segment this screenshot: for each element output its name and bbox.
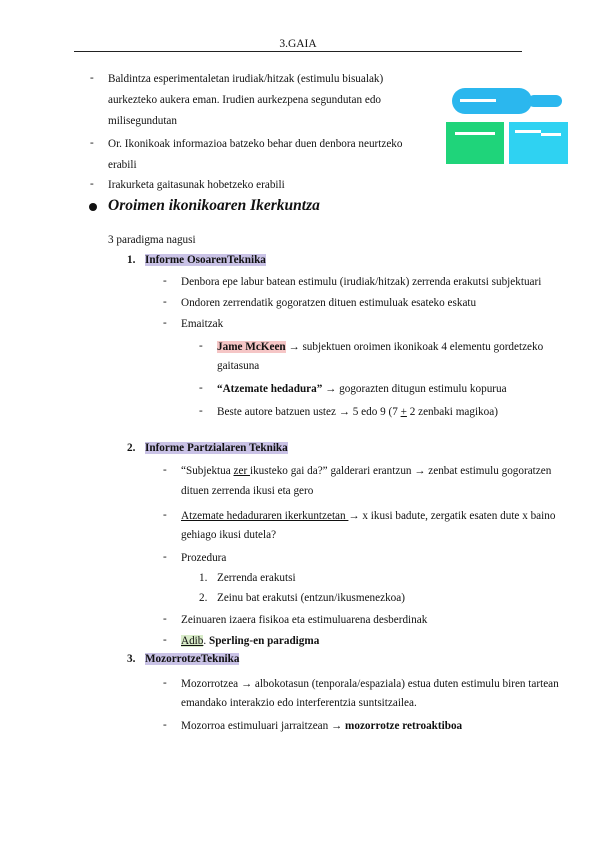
list-dash: - xyxy=(90,178,94,190)
list-dash: - xyxy=(163,509,167,521)
list-dash: - xyxy=(163,634,167,646)
author-name: Jame McKeen xyxy=(217,341,286,353)
result-mckeen xyxy=(217,339,543,355)
result-text: 2 zenbaki magikoa) xyxy=(406,406,498,418)
page-header xyxy=(74,38,522,52)
term-bold: mozorrotze retroaktiboa xyxy=(345,720,463,732)
result-text: Beste autore batzuen ustez → 5 edo 9 (7 xyxy=(217,406,401,418)
paradigm-2-atzemate-cont: gehiago ikusi dutela? xyxy=(181,529,277,541)
blue-paddle-handle xyxy=(528,95,562,107)
paradigm-2-question-cont: dituen zerrenda ikusi eta gero xyxy=(181,485,314,497)
list-dash: - xyxy=(90,137,94,149)
procedure-step: Zeinu bat erakutsi (entzun/ikusmenezkoa) xyxy=(217,592,405,604)
zeinu-line: Zeinuaren izaera fisikoa eta estimuluarena desberdinak xyxy=(181,614,428,626)
plus-minus: + xyxy=(400,406,407,418)
list-dash: - xyxy=(163,613,167,625)
mozorroa-line xyxy=(181,718,462,734)
result-mckeen-cont: gaitasuna xyxy=(217,360,260,372)
result-beste xyxy=(217,404,498,420)
term-bold: Sperling-en paradigma xyxy=(208,635,320,647)
result-text: → subjektuen oroimen ikonikoak 4 elementu gordetzeko xyxy=(285,341,544,353)
paradigm-1-item: Emaitzak xyxy=(181,318,224,330)
text: ikusteko gai da?” galderari erantzun → zenbat estimulu gogoratzen xyxy=(249,465,552,477)
text-underlined: zer xyxy=(233,465,250,477)
intro-bullet-2-line: Or. Ikonikoak informazioa batzeko behar duen denbora neurtzeko xyxy=(108,138,403,150)
section-subtitle: 3 paradigma nagusi xyxy=(108,234,196,246)
paradigm-title xyxy=(145,651,239,667)
example-line xyxy=(181,633,319,649)
list-dash: - xyxy=(199,340,203,352)
paradigm-2-question xyxy=(181,463,551,479)
paradigm-number: 1. xyxy=(127,254,136,266)
paradigm-2-atzemate xyxy=(181,508,555,524)
page-title: 3.GAIA xyxy=(279,38,317,50)
example-label: Adib xyxy=(181,635,204,647)
cyan-card-bar-step xyxy=(541,133,561,136)
procedure-step-number: 2. xyxy=(199,592,208,604)
list-dash: - xyxy=(163,719,167,731)
paradigm-number: 2. xyxy=(127,442,136,454)
paradigm-title-text: Informe OsoarenTeknika xyxy=(145,254,266,266)
paddle-white-bar xyxy=(460,99,496,102)
green-card-shape xyxy=(446,122,504,164)
mozorrotze-line-cont: emandako interakzio edo interferentzia suntsitzailea. xyxy=(181,697,417,709)
list-dash: - xyxy=(163,551,167,563)
procedure-step: Zerrenda erakutsi xyxy=(217,572,296,584)
text: “Subjektua xyxy=(181,465,234,477)
paradigm-title-text: MozorrotzeTeknika xyxy=(145,653,240,665)
paradigm-number: 3. xyxy=(127,653,136,665)
list-dash: - xyxy=(163,464,167,476)
green-card-bar xyxy=(455,132,495,135)
list-dash: - xyxy=(163,296,167,308)
list-dash: - xyxy=(163,275,167,287)
text: → x ikusi badute, zergatik esaten dute x baino xyxy=(348,510,556,522)
intro-bullet-1-line: Baldintza esperimentaletan irudiak/hitzak (estimulu bisualak) xyxy=(108,73,384,85)
list-dash: - xyxy=(163,677,167,689)
paradigm-title xyxy=(145,440,288,456)
text: Mozorroa estimuluari jarraitzean → xyxy=(181,720,346,732)
list-dash: - xyxy=(199,382,203,394)
list-dash: - xyxy=(199,405,203,417)
text-underlined: Atzemate hedaduraren ikerkuntzetan xyxy=(181,510,349,522)
mozorrotze-line: Mozorrotzea → albokotasun (tenporala/espaziala) estua duten estimulu biren tartean xyxy=(181,678,559,690)
section-bullet xyxy=(89,203,97,211)
section-heading: Oroimen ikonikoaren Ikerkuntza xyxy=(108,197,320,214)
result-atzemate xyxy=(217,381,507,397)
list-dash: - xyxy=(90,72,94,84)
paradigm-title-text: Informe Partzialaren Teknika xyxy=(145,442,288,454)
intro-bullet-3-line: Irakurketa gaitasunak hobetzeko erabili xyxy=(108,179,285,191)
intro-bullet-1-line: milisegundutan xyxy=(108,115,177,127)
result-text: → gogorazten ditugun estimulu kopurua xyxy=(322,383,507,395)
cyan-card-bar xyxy=(515,130,541,133)
cyan-card-shape xyxy=(509,122,568,164)
paradigm-1-item: Denbora epe labur batean estimulu (irudiak/hitzak) zerrenda erakutsi subjektuari xyxy=(181,276,542,288)
paradigm-title xyxy=(145,252,266,268)
list-dash: - xyxy=(163,317,167,329)
procedure-label: Prozedura xyxy=(181,552,227,564)
term-bold: “Atzemate hedadura” xyxy=(217,383,323,395)
paradigm-1-item: Ondoren zerrendatik gogoratzen dituen estimuluak esateko eskatu xyxy=(181,297,477,309)
intro-bullet-1-line: aurkezteko aukera eman. Irudien aurkezpena segundutan edo xyxy=(108,94,382,106)
procedure-step-number: 1. xyxy=(199,572,208,584)
text: . xyxy=(203,635,209,647)
intro-bullet-2-line: erabili xyxy=(108,159,137,171)
